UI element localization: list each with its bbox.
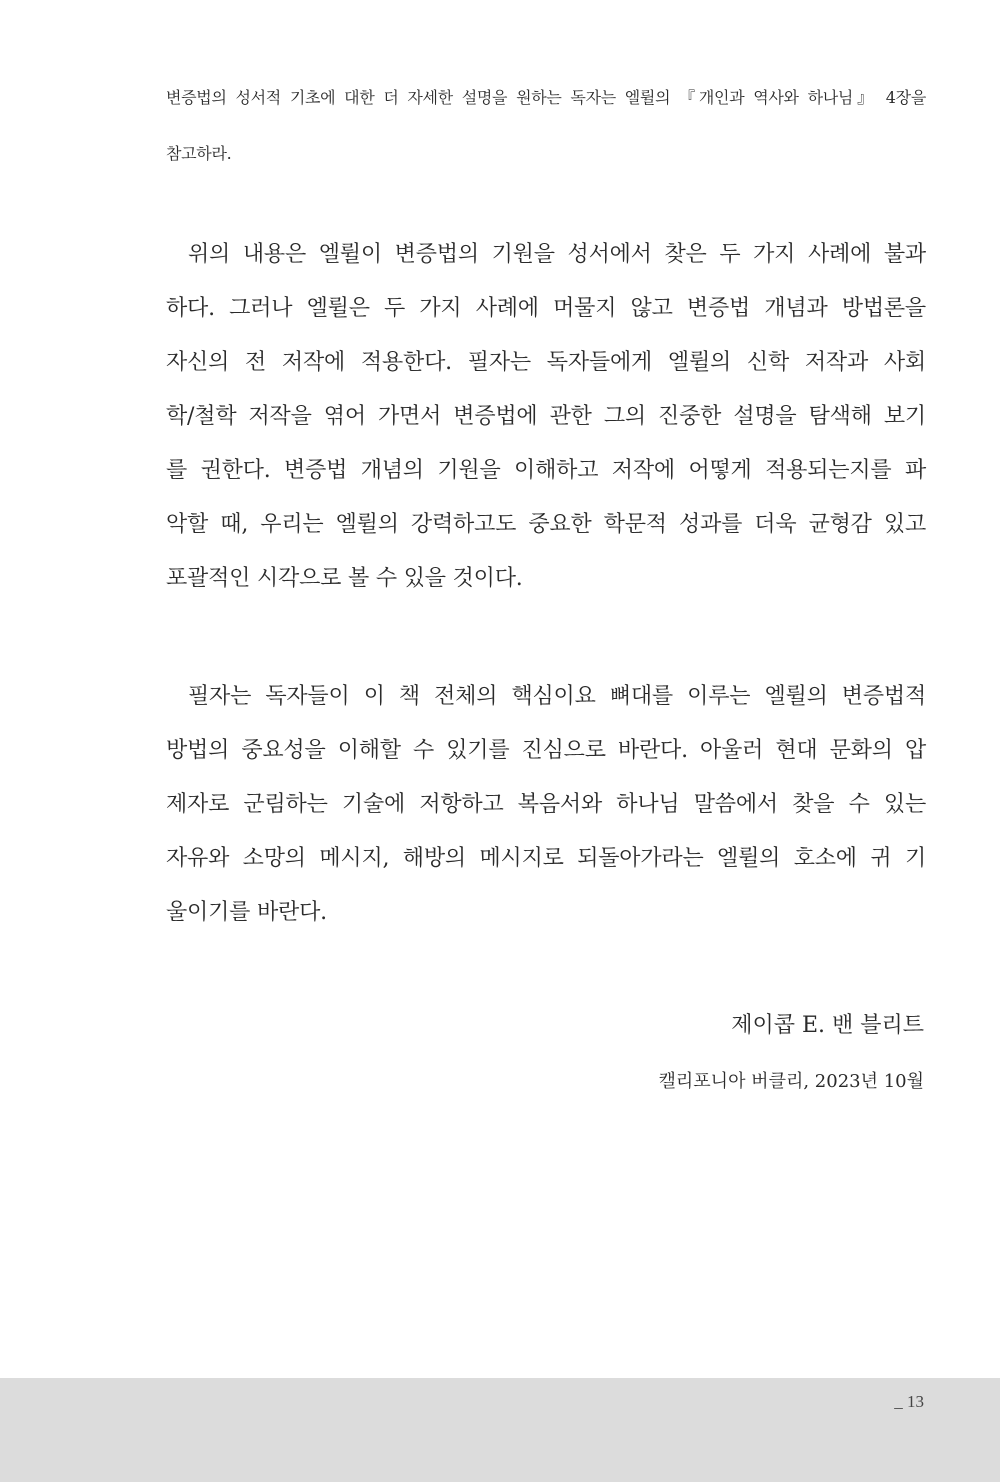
footnote-line: 변증법의 성서적 기초에 대한 더 자세한 설명을 원하는 독자는 엘륄의 『개인과 역사와 하나님』 4장을: [166, 88, 926, 107]
paragraph-line: 울이기를 바란다.: [166, 900, 327, 925]
paragraph-line: 자유와 소망의 메시지, 해방의 메시지로 되돌아가라는 엘륄의 호소에 귀 기: [166, 846, 926, 871]
paragraph-line: 하다. 그러나 엘륄은 두 가지 사례에 머물지 않고 변증법 개념과 방법론을: [166, 296, 926, 321]
paragraph-line: 학/철학 저작을 엮어 가면서 변증법에 관한 그의 진중한 설명을 탐색해 보기: [166, 404, 926, 429]
paragraph-line: 필자는 독자들이 이 책 전체의 핵심이요 뼈대를 이루는 엘륄의 변증법적: [188, 684, 926, 709]
paragraph-2: [166, 670, 926, 940]
paragraph-line: 위의 내용은 엘륄이 변증법의 기원을 성서에서 찾은 두 가지 사례에 불과: [188, 242, 926, 267]
paragraph-line: 자신의 전 저작에 적용한다. 필자는 독자들에게 엘륄의 신학 저작과 사회: [166, 350, 926, 375]
paragraph-line: 제자로 군림하는 기술에 저항하고 복음서와 하나님 말씀에서 찾을 수 있는: [166, 792, 926, 817]
signature-name: 제이콥 E. 밴 블리트: [731, 1013, 924, 1038]
paragraph-line: 방법의 중요성을 이해할 수 있기를 진심으로 바란다. 아울러 현대 문화의 압: [166, 738, 926, 763]
paragraph-line: 악할 때, 우리는 엘륄의 강력하고도 중요한 학문적 성과를 더욱 균형감 있고: [166, 512, 926, 537]
footnote: [166, 70, 926, 182]
signature-place-date: 캘리포니아 버클리, 2023년 10월: [658, 1071, 924, 1092]
paragraph-1: [166, 228, 926, 606]
footnote-line: 참고하라.: [166, 144, 232, 163]
paragraph-line: 포괄적인 시각으로 볼 수 있을 것이다.: [166, 566, 523, 591]
footer-band: [0, 1378, 1000, 1482]
page-number: _ 13: [894, 1392, 924, 1411]
paragraph-line: 를 권한다. 변증법 개념의 기원을 이해하고 저작에 어떻게 적용되는지를 파: [166, 458, 926, 483]
